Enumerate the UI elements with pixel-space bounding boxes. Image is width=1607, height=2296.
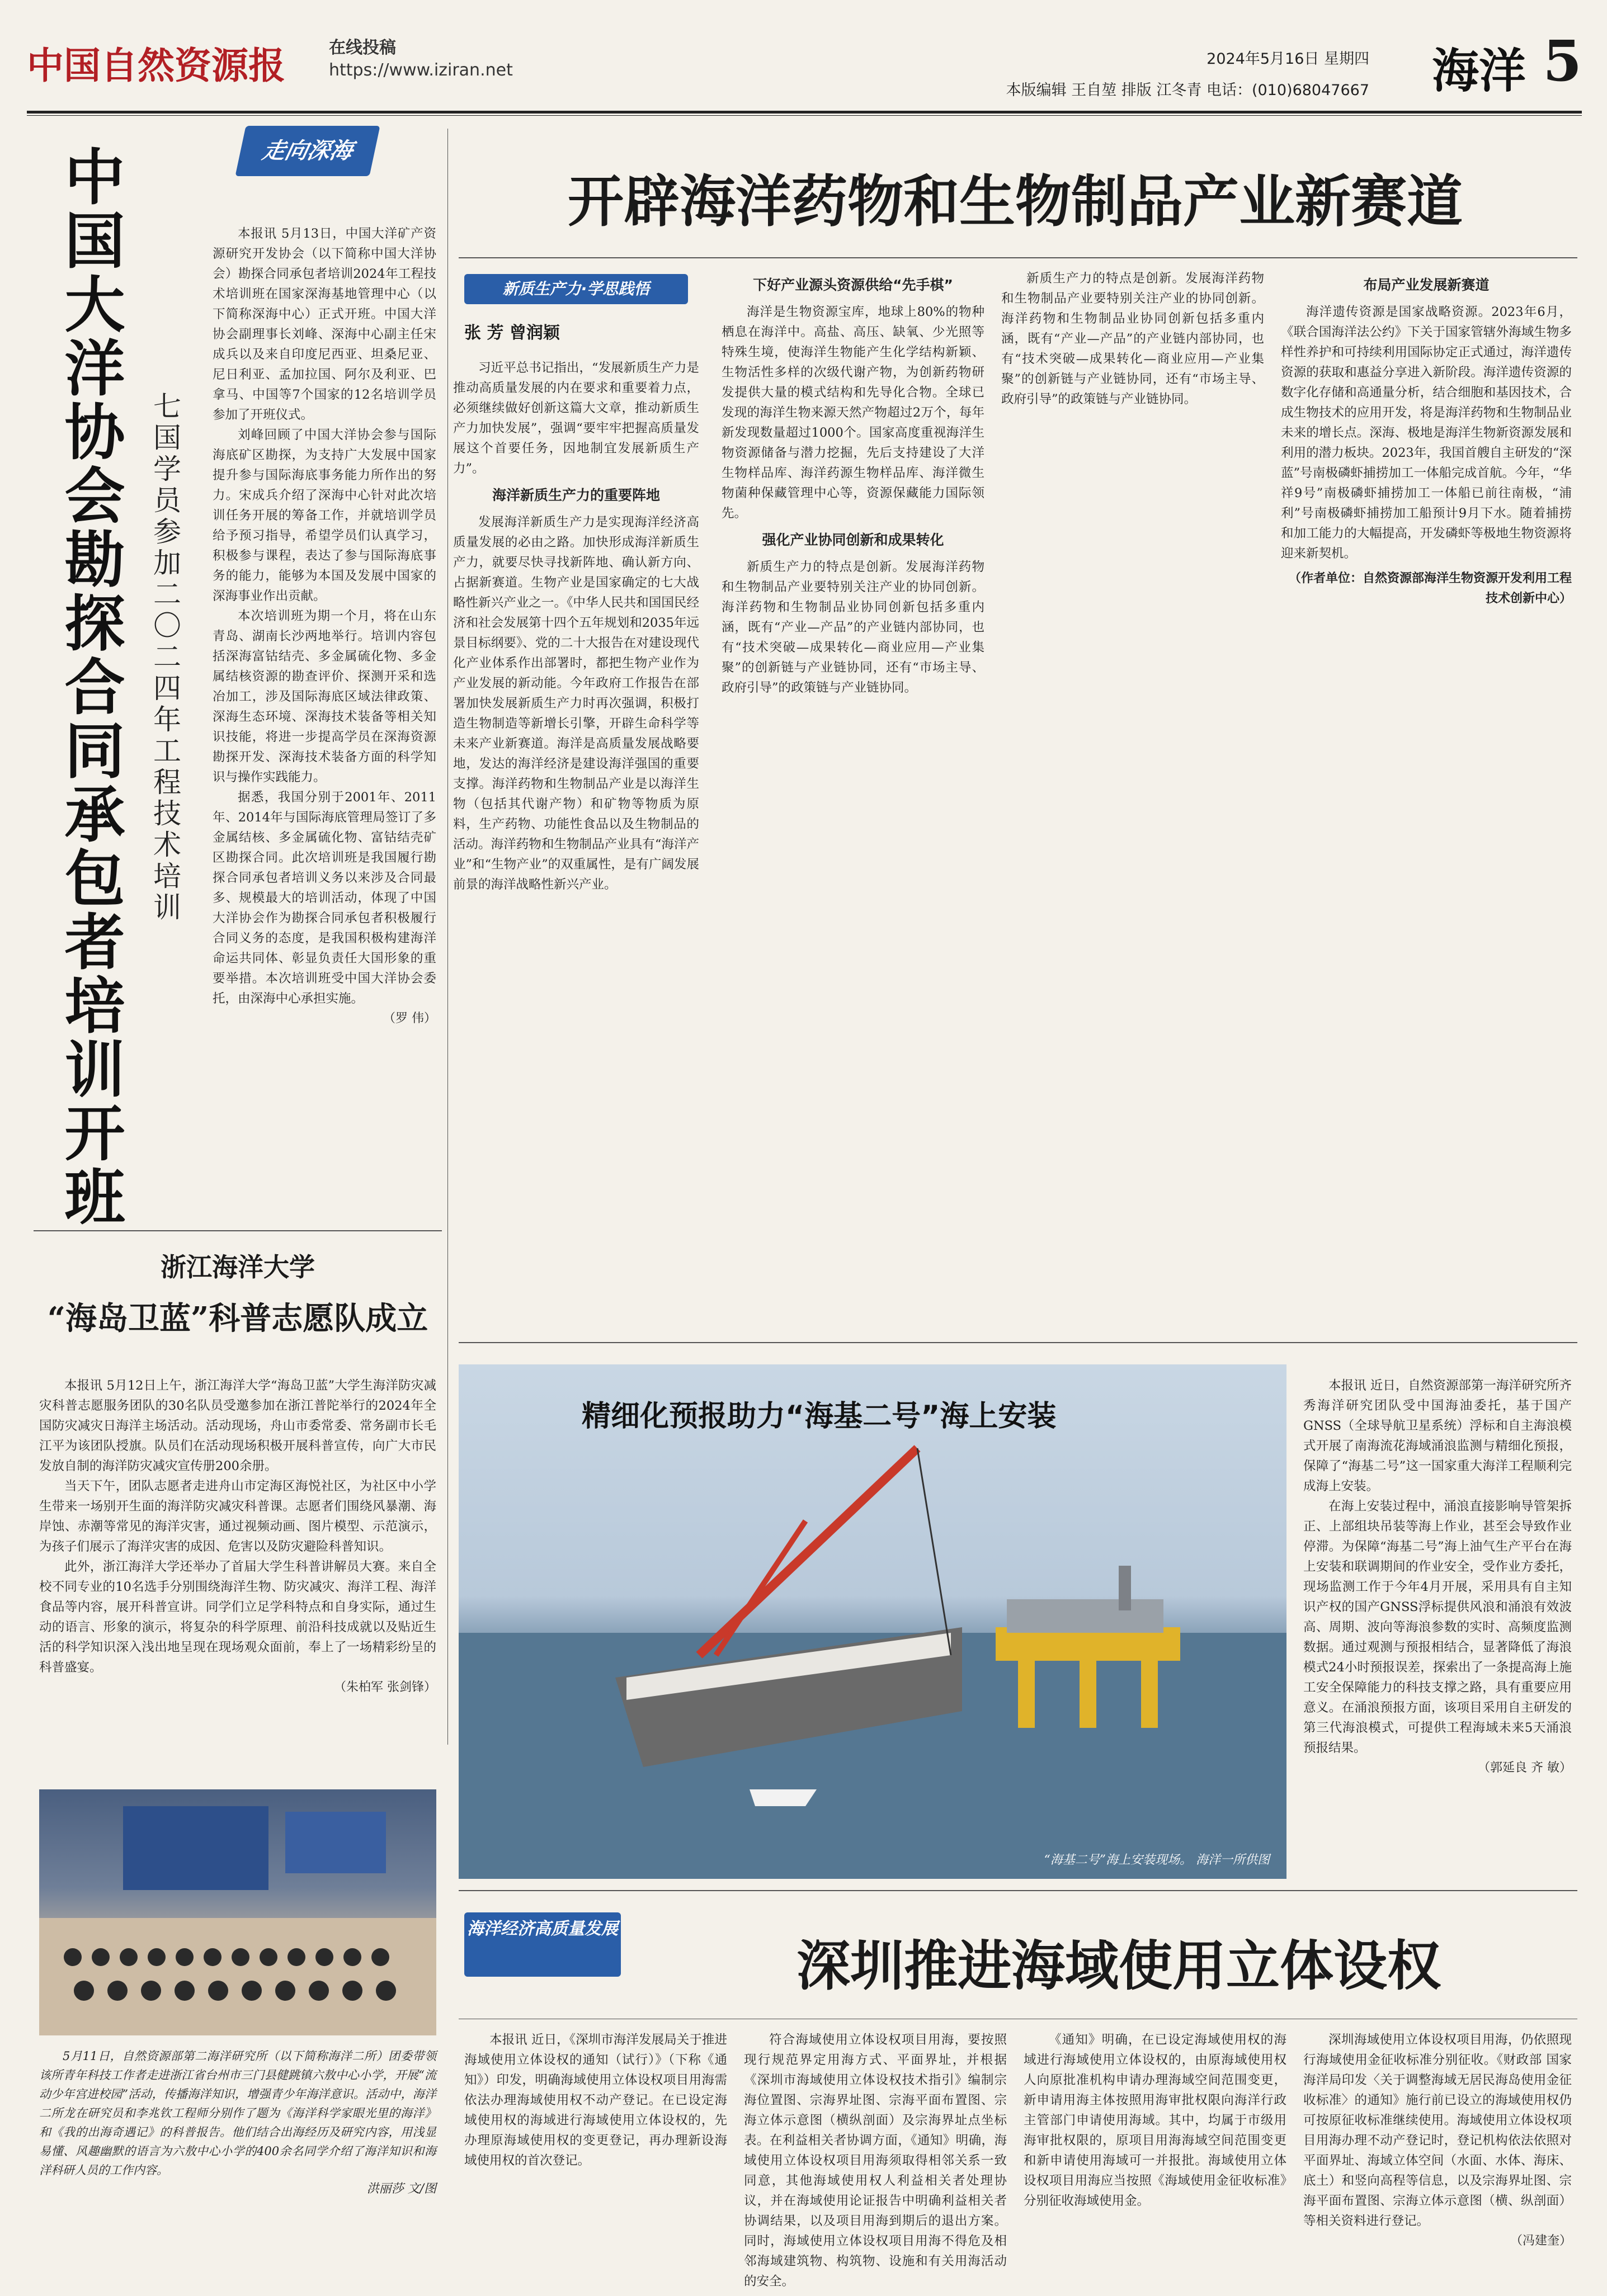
feature-headline-rule: [459, 257, 1577, 258]
zhejiang-kicker: 浙江海洋大学: [161, 1252, 315, 1282]
zhejiang-body: [39, 1376, 436, 1778]
shenzhen-para-3: 《通知》明确，在已设定海域使用权的海域进行海域使用立体设权的，由原海域使用权人向原批准机构申请办理海域空间范围变更，新申请用海主体按照用海审批权限向海洋行政主管部门申请使用海域。其中，均属于市级用海审批权限的，原项目用海海域空间范围变更和新申请使用海域可一并报批。海域使用立体设权项目用海应当按照《海域使用金征收标准》分别征收海域使用金。: [1024, 2033, 1286, 2208]
feature-heading-2: 下好产业源头资源供给“先手棋”: [753, 277, 953, 293]
zhejiang-headline: “海岛卫蓝”科普志愿队成立: [47, 1300, 428, 1337]
forecast-bottom-rule: [459, 1890, 1577, 1891]
column-divider-left: [447, 129, 448, 1745]
online-submission: [329, 37, 513, 82]
zhejiang-para-3: 此外，浙江海洋大学还举办了首届大学生科普讲解员大赛。来自全校不同专业的10名选手分别围绕海洋生物、防灾减灾、海洋工程、海洋食品等内容，展开科普宣讲。同学们立足学科特点和自身实际，通过生动的语言、形象的演示，将复杂的科学原理、前沿科技成就以及贴近生活的科学知识深入浅出地呈现在现场观众面前，奉上了一场精彩纷呈的科普盛宴。: [39, 1560, 436, 1675]
editors-line: 本版编辑 王自堃 排版 江冬青 电话：(010)68047667: [1006, 82, 1369, 99]
shenzhen-column-badge: 海洋经济高质量发展: [464, 1912, 621, 1977]
feature-text-3-cont: 新质生产力的特点是创新。发展海洋药物和生物制品产业要特别关注产业的协同创新。海洋药物和生物制品业协同创新包括多重内涵，既有“产业—产品”的产业链内部协同，也有“技术突破—成果转化—商业应用—产业集聚”的创新链与产业链协同，还有“市场主导、政府引导”的政策链与产业链协同。: [1001, 271, 1264, 407]
shenzhen-para-1: 本报讯 近日，《深圳市海洋发展局关于推进海域使用立体设权的通知（试行）》（下称《通知》）印发，明确海域使用立体设权项目用海需依法办理海域使用权不动产登记。在已设定海域使用权的海域进行海域使用立体设权的，先办理原海域使用权的变更登记，再办理新设海域使用权的首次登记。: [464, 2033, 727, 2168]
shenzhen-byline: （冯建奎）: [1510, 2234, 1572, 2248]
forecast-byline: （郭延良 齐 敏）: [1478, 1761, 1572, 1775]
feature-authors: 张 芳 曾润颖: [464, 323, 560, 343]
feature-col-4: [1281, 268, 1572, 1275]
shenzhen-col-4: [1303, 2030, 1572, 2276]
feature-author-note: （作者单位：自然资源部海洋生物资源开发利用工程技术创新中心）: [1288, 571, 1572, 606]
forecast-para-2: 在海上安装过程中，涌浪直接影响导管架拆正、上部组块吊装等海上作业，甚至会导致作业停滞。为保障“海基二号”海上油气生产平台在海上安装和联调期间的作业安全，受作业方委托，现场监测工作于今年4月开展，采用具有自主知识产权的国产GNSS浮标提供风浪和涌浪有效波高、周期、波向等海浪参数的实时、高频度监测数据。通过观测与预报相结合，显著降低了海浪模式24小时预报误差，探索出了一条提高海上施工安全保障能力的科技支撑之路，具有重要应用意义。在涌浪预报方面，该项目采用自主研发的第三代海浪模式，可提供工程海域未来5天涌浪预报结果。: [1303, 1499, 1572, 1755]
feature-column-badge: 走向深海: [235, 126, 380, 176]
header-rule-thin: [27, 115, 1582, 116]
shenzhen-para-4: 深圳海域使用立体设权项目用海，仍依照现行海域使用金征收标准分别征收。《财政部 国家海洋局印发〈关于调整海域无居民海岛使用金征收标准〉的通知》施行前已设立的海域使用权仍可按原征收标准继续使用。海域使用立体设权项目用海办理不动产登记时，登记机构依法依照对平面界址、海域立体空间（水面、水体、海床、底土）和竖向高程等信息，以及宗海界址图、宗海平面布置图、宗海立体示意图（横、纵剖面）等相关资料进行登记。: [1303, 2033, 1572, 2228]
feature-heading-3: 强化产业协同创新和成果转化: [762, 532, 944, 548]
online-url[interactable]: https://www.iziran.net: [329, 60, 513, 80]
lead-para-3: 本次培训班为期一个月，将在山东青岛、湖南长沙两地举行。培训内容包括深海富钴结壳、多金属硫化物、多金属结核资源的勘查评价、探测开采和选冶加工，涉及国际海底区域法律政策、深海生态环境、深海技术装备等相关知识技能，将进一步提高学员在深海资源勘探开发、深海技术装备方面的科学知识与操作实践能力。: [213, 609, 436, 785]
header-rule: [27, 111, 1582, 114]
lead-para-2: 刘峰回顾了中国大洋协会参与国际海底矿区勘探，为支持广大发展中国家提升参与国际海底事务能力所作出的努力。宋成兵介绍了深海中心针对此次培训任务开展的筹备工作，并就培训学员给予预习指导，希望学员们认真学习，积极参与课程，表达了参与国际海底事务的能力，能够为本国及发展中国家的深海事业作出贡献。: [213, 428, 436, 603]
feature-heading-1: 海洋新质生产力的重要阵地: [492, 487, 660, 503]
platform-photo-caption: “海基二号”海上安装现场。 海洋一所供图: [1044, 1853, 1270, 1867]
shenzhen-headline: 深圳推进海域使用立体设权: [797, 1934, 1441, 1997]
platform-photo: [459, 1364, 1286, 1879]
lead-subheadline-box: [137, 391, 199, 1034]
feature-sub-badge: 新质生产力·学思践悟: [464, 274, 688, 304]
forecast-headline: 精细化预报助力“海基二号”海上安装: [582, 1400, 1057, 1433]
feature-col-2: [722, 268, 984, 1275]
classroom-photo: [39, 1789, 436, 2035]
feature-heading-4: 布局产业发展新赛道: [1363, 277, 1490, 293]
lead-headline: 中国大洋协会勘探合同承包者培训开班: [54, 145, 125, 1229]
feature-text-1: 发展海洋新质生产力是实现海洋经济高质量发展的必由之路。加快形成海洋新质生产力，就要尽快寻找新阵地、确认新方向、占据新赛道。生物产业是国家确定的七大战略性新兴产业之一。《中华人民共和国国民经济和社会发展第十四个五年规划和2035年远景目标纲要》、党的二十大报告在对建设现代化产业体系作出部署时，都把生物产业作为产业发展的新动能。今年政府工作报告在部署加快发展新质生产力时再次强调，积极打造生物制造等新增长引擎，开辟生命科学等未来产业新赛道。海洋是高质量发展战略要地，发达的海洋经济是建设海洋强国的重要支撑。海洋药物和生物制品产业是以海洋生物（包括其代谢产物）和矿物等物质为原料，生产药物、功能性食品以及生物制品的活动。海洋药物和生物制品产业具有“海洋产业”和“生物产业”的双重属性，是有广阔发展前景的海洋战略性新兴产业。: [453, 515, 699, 892]
feature-text-3: 新质生产力的特点是创新。发展海洋药物和生物制品产业要特别关注产业的协同创新。海洋药物和生物制品业协同创新包括多重内涵，既有“产业—产品”的产业链内部协同，也有“技术突破—成果转化—商业应用—产业集聚”的创新链与产业链协同，还有“市场主导、政府引导”的政策链与产业链协同。: [722, 560, 984, 695]
masthead: 中国自然资源报: [27, 44, 285, 87]
page-header: [27, 22, 1582, 112]
zhejiang-byline: （朱柏军 张剑锋）: [334, 1680, 436, 1694]
lead-body: [213, 224, 436, 1225]
zhejiang-para-2: 当天下午，团队志愿者走进舟山市定海区海悦社区，为社区中小学生带来一场别开生面的海洋防灾减灾科普课。志愿者们围绕风暴潮、海岸蚀、赤潮等常见的海洋灾害，通过视频动画、图片模型、示范演示，为孩子们展示了海洋灾害的成因、危害以及防灾避险科普知识。: [39, 1479, 436, 1554]
feature-text-4: 海洋遗传资源是国家战略资源。2023年6月，《联合国海洋法公约》下关于国家管辖外海域生物多样性养护和可持续利用国际协定正式通过，海洋遗传资源的获取和惠益分享进入新阶段。海洋遗传资源的数字化存储和高通量分析，结合细胞和基因技术，合成生物技术的应用开发，将是海洋药物和生物制品业未来的增长点。深海、极地是海洋生物新资源发展和利用的潜力板块。2023年，我国首艘自主研发的“深蓝”号南极磷虾捕捞加工一体船完成首航。今年，“华祥9号”南极磷虾捕捞加工一体船已前往南极，“浦利”号南极磷虾捕捞加工船预计9月下水。随着捕捞和加工能力的大幅提高，开发磷虾等极地生物资源将迎来新契机。: [1281, 305, 1572, 561]
online-label: 在线投稿: [329, 38, 396, 58]
feature-col-3: [1001, 268, 1264, 1275]
forecast-para-1: 本报讯 近日，自然资源部第一海洋研究所齐秀海洋研究团队受中国海油委托，基于国产GNSS（全球导航卫星系统）浮标和自主海浪模式开展了南海流花海域涌浪监测与精细化预报，保障了“海基二号”这一国家重大海洋工程顺利完成海上安装。: [1303, 1378, 1572, 1494]
lead-byline: （罗 伟）: [383, 1012, 436, 1026]
feature-text-2: 海洋是生物资源宝库，地球上80%的物种栖息在海洋中。高盐、高压、缺氧、少光照等特殊生境，使海洋生物能产生化学结构新颖、生物活性多样的次级代谢产物，为创新药物研发提供大量的模式结构和先导化合物。全球已发现的海洋生物来源天然产物超过2万个，每年新发现数量超过1000个。国家高度重视海洋生物资源储备与潜力挖掘，先后支持建设了大洋生物样品库、海洋药源生物样品库、海洋微生物菌种保藏管理中心等，资源保藏能力国际领先。: [722, 305, 984, 521]
page-number: 5: [1543, 28, 1582, 94]
feature-intro: 习近平总书记指出，“发展新质生产力是推动高质量发展的内在要求和重要着力点，必须继续做好创新这篇大文章，推动新质生产力加快发展”，强调“要牢牢把握高质量发展这个首要任务，因地制宜发展新质生产力”。: [453, 361, 699, 476]
classroom-photo-art: [39, 1789, 436, 2035]
feature-bottom-rule: [459, 1342, 1577, 1343]
zhejiang-header: [34, 1247, 442, 1339]
platform-photo-art: [459, 1364, 1286, 1879]
classroom-credit: 洪丽莎 文/图: [366, 2182, 436, 2196]
lead-bottom-rule: [34, 1230, 442, 1231]
classroom-caption: [39, 2047, 436, 2270]
lead-para-4: 据悉，我国分别于2001年、2011年、2014年与国际海底管理局签订了多金属结核、多金属硫化物、富钴结壳矿区勘探合同。此次培训班是我国履行勘探合同承包者培训义务以来涉及合同最多、规模最大的培训活动，体现了中国大洋协会作为勘探合同承包者积极履行合同义务的态度，是我国积极构建海洋命运共同体、彰显负责任大国形象的重要举措。本次培训班受中国大洋协会委托，由深海中心承担实施。: [213, 790, 436, 1006]
classroom-caption-text: 5月11日，自然资源部第二海洋研究所（以下简称海洋二所）团委带领该所青年科技工作者走进浙江省台州市三门县健跳镇六敖中心小学，开展“流动少年宫进校园”活动，传播海洋知识，增强青少年海洋意识。活动中，海洋二所龙在研究员和李兆钦工程师分别作了题为《海洋科学家眼光里的海洋》和《我的出海奇遇记》的科普报告。他们结合出海经历及研究内容，用浅显易懂、风趣幽默的语言为六敖中心小学的400余名同学介绍了海洋知识和海洋科研人员的工作内容。: [39, 2049, 436, 2177]
section-name: 海洋: [1431, 43, 1526, 98]
lead-para-1: 本报讯 5月13日，中国大洋矿产资源研究开发协会（以下简称中国大洋协会）勘探合同承包者培训2024年工程技术培训班在国家深海基地管理中心（以下简称深海中心）正式开班。中国大洋协会副理事长刘峰、深海中心副主任宋成兵以及来自印度尼西亚、坦桑尼亚、尼日利亚、孟加拉国、阿尔及利亚、巴拿马、中国等7个国家的12名培训学员参加了开班仪式。: [213, 226, 436, 422]
zhejiang-para-1: 本报讯 5月12日上午，浙江海洋大学“海岛卫蓝”大学生海洋防灾减灾科普志愿服务团队的30名队员受邀参加在浙江普陀举行的2024年全国防灾减灾日海洋主场活动。活动现场，舟山市委常委、常务副市长毛江平为该团队授旗。队员们在活动现场积极开展科普宣传，向广大市民发放自制的海洋防灾减灾宣传册200余册。: [39, 1378, 436, 1473]
forecast-body: [1303, 1376, 1572, 1868]
shenzhen-col-3: [1024, 2030, 1286, 2276]
shenzhen-para-2: 符合海域使用立体设权项目用海，要按照现行规范界定用海方式、平面界址，并根据《深圳市海域使用立体设权技术指引》编制宗海位置图、宗海界址图、宗海平面布置图、宗海立体示意图（横纵剖面）及宗海界址点坐标表。在利益相关者协调方面，《通知》明确，海域使用立体设权项目用海须取得相邻关系一致同意，其他海域使用权人利益相关者处理协议，并在海域使用论证报告中明确利益相关者协调结果，以及项目用海到期后的退出方案。同时，海域使用立体设权项目用海不得危及相邻海域建筑物、构筑物、设施和有关用海活动的安全。: [744, 2033, 1007, 2289]
lead-subheadline: 七国学员参加二〇二四年工程技术培训: [149, 391, 181, 924]
shenzhen-col-2: [744, 2030, 1007, 2289]
feature-col-1: [453, 358, 699, 1275]
shenzhen-col-1: [464, 2030, 727, 2276]
issue-date: 2024年5月16日 星期四: [1207, 50, 1369, 68]
feature-headline: 开辟海洋药物和生物制品产业新赛道: [568, 169, 1463, 234]
dateline: [1006, 44, 1369, 106]
